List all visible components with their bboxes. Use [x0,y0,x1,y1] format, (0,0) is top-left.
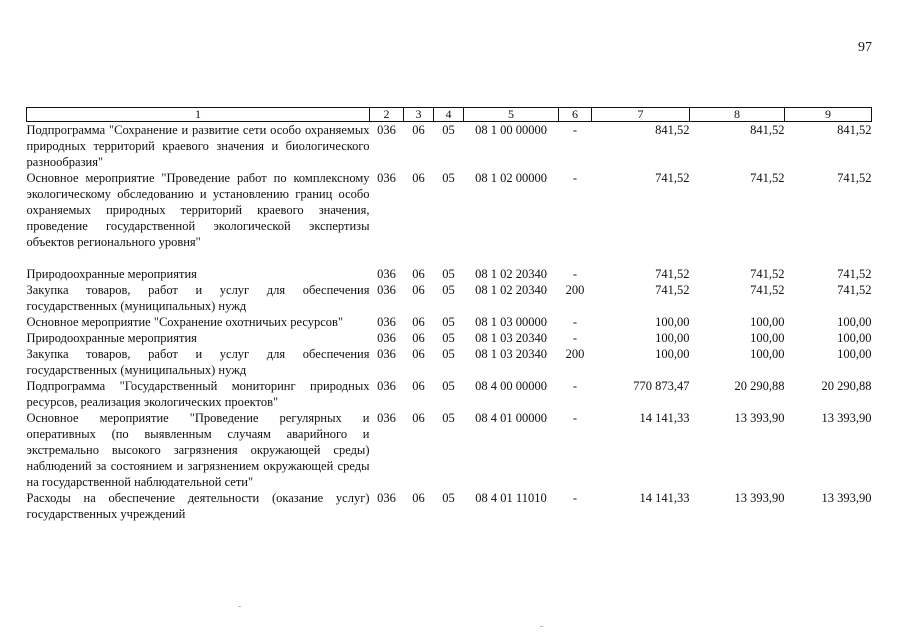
amount-col8-cell: 841,52 [750,123,785,137]
amount-col8-cell: 100,00 [750,315,785,329]
row-name-cell: Природоохранные мероприятия [26,267,197,281]
target-article-cell: 08 1 03 20340 [475,347,547,361]
scan-speck [238,606,241,607]
header-cell-2: 2 [370,108,404,122]
amount-col7-cell: 14 141,33 [639,411,690,425]
row-name-cell: Основное мероприятие "Сохранение охотничьих ресурсов" [26,315,344,329]
section-cell: 06 [412,123,425,137]
amount-col8-cell: 741,52 [750,267,785,281]
admin-code-cell: 036 [377,171,396,185]
expense-type-cell: - [572,411,578,425]
amount-col9-cell: 100,00 [837,315,872,329]
row-name-cell: Природоохранные мероприятия [26,331,197,345]
header-cell-5: 5 [464,108,559,122]
row-name-cell: Основное мероприятие "Проведение работ по комплексному экологическому обследованию и установлению границ особо охраняемых природных территорий краевого значения, проведение государственной экологической экспертизы объектов регионального уровня" [26,171,370,249]
admin-code-cell: 036 [377,315,396,329]
amount-col8-cell: 100,00 [750,347,785,361]
table-row [27,410,872,490]
amount-col8-cell: 13 393,90 [734,411,785,425]
row-name-cell: Подпрограмма "Сохранение и развитие сети особо охраняемых природных территорий краевого значения и биологического разнообразия" [26,123,370,169]
table-row [27,314,872,330]
amount-col7-cell: 741,52 [655,171,690,185]
table-row [27,490,872,522]
row-name-cell: Закупка товаров, работ и услуг для обеспечения государственных (муниципальных) нужд [26,347,370,377]
expense-type-cell: 200 [565,347,585,361]
admin-code-cell: 036 [377,347,396,361]
amount-col9-cell: 841,52 [837,123,872,137]
admin-code-cell: 036 [377,411,396,425]
target-article-cell: 08 4 01 11010 [475,491,547,505]
target-article-cell: 08 4 00 00000 [475,379,547,393]
subsection-cell: 05 [442,171,455,185]
header-cell-9: 9 [785,108,872,122]
amount-col9-cell: 13 393,90 [821,491,872,505]
subsection-cell: 05 [442,379,455,393]
section-cell: 06 [412,267,425,281]
amount-col9-cell: 13 393,90 [821,411,872,425]
section-cell: 06 [412,411,425,425]
target-article-cell: 08 1 00 00000 [475,123,547,137]
admin-code-cell: 036 [377,283,396,297]
amount-col8-cell: 741,52 [750,171,785,185]
table-row [27,266,872,282]
subsection-cell: 05 [442,283,455,297]
admin-code-cell: 036 [377,267,396,281]
row-name-cell: Закупка товаров, работ и услуг для обеспечения государственных (муниципальных) нужд [26,283,370,313]
target-article-cell: 08 1 02 20340 [475,267,547,281]
row-name-cell: Расходы на обеспечение деятельности (оказание услуг) государственных учреждений [26,491,370,521]
amount-col7-cell: 770 873,47 [633,379,690,393]
expense-type-cell: - [572,379,578,393]
header-cell-4: 4 [434,108,464,122]
subsection-cell: 05 [442,315,455,329]
admin-code-cell: 036 [377,379,396,393]
target-article-cell: 08 1 03 20340 [475,331,547,345]
amount-col7-cell: 741,52 [655,283,690,297]
section-cell: 06 [412,379,425,393]
subsection-cell: 05 [442,347,455,361]
table-row [27,330,872,346]
admin-code-cell: 036 [377,331,396,345]
amount-col9-cell: 20 290,88 [821,379,872,393]
row-name-cell: Подпрограмма "Государственный мониторинг природных ресурсов, реализация экологических проектов" [26,379,370,409]
table-row [27,378,872,410]
amount-col7-cell: 100,00 [655,331,690,345]
amount-col7-cell: 841,52 [655,123,690,137]
expense-type-cell: - [572,491,578,505]
expense-type-cell: - [572,331,578,345]
section-cell: 06 [412,347,425,361]
table-row [27,122,872,171]
expense-type-cell: - [572,123,578,137]
header-cell-6: 6 [559,108,592,122]
section-cell: 06 [412,315,425,329]
table-row [27,282,872,314]
amount-col9-cell: 741,52 [837,283,872,297]
amount-col7-cell: 100,00 [655,315,690,329]
target-article-cell: 08 1 03 00000 [475,315,547,329]
target-article-cell: 08 1 02 20340 [475,283,547,297]
header-cell-1: 1 [27,108,370,122]
budget-table [26,107,872,522]
subsection-cell: 05 [442,491,455,505]
subsection-cell: 05 [442,331,455,345]
section-cell: 06 [412,331,425,345]
subsection-cell: 05 [442,411,455,425]
amount-col9-cell: 741,52 [837,171,872,185]
amount-col8-cell: 741,52 [750,283,785,297]
table-row [27,346,872,378]
header-cell-7: 7 [592,108,690,122]
header-cell-3: 3 [404,108,434,122]
amount-col7-cell: 100,00 [655,347,690,361]
section-cell: 06 [412,491,425,505]
row-name-cell: Основное мероприятие "Проведение регулярных и оперативных (по выявленным случаям аварийного и экстремально высокого загрязнения окружающей среды) наблюдений за состоянием и загрязнением окружающей среды на государственной наблюдательной сети" [26,411,370,489]
amount-col9-cell: 100,00 [837,331,872,345]
admin-code-cell: 036 [377,491,396,505]
scan-speck [540,626,543,627]
expense-type-cell: 200 [565,283,585,297]
amount-col8-cell: 100,00 [750,331,785,345]
amount-col7-cell: 14 141,33 [639,491,690,505]
table-row [27,170,872,250]
section-cell: 06 [412,283,425,297]
subsection-cell: 05 [442,123,455,137]
expense-type-cell: - [572,171,578,185]
expense-type-cell: - [572,267,578,281]
target-article-cell: 08 4 01 00000 [475,411,547,425]
subsection-cell: 05 [442,267,455,281]
header-row [27,108,872,122]
section-cell: 06 [412,171,425,185]
page-number: 97 [858,40,872,55]
spacer-cell [27,250,872,266]
target-article-cell: 08 1 02 00000 [475,171,547,185]
expense-type-cell: - [572,315,578,329]
header-cell-8: 8 [690,108,785,122]
amount-col8-cell: 13 393,90 [734,491,785,505]
admin-code-cell: 036 [377,123,396,137]
amount-col8-cell: 20 290,88 [734,379,785,393]
amount-col9-cell: 741,52 [837,267,872,281]
amount-col7-cell: 741,52 [655,267,690,281]
spacer-row [27,250,872,266]
amount-col9-cell: 100,00 [837,347,872,361]
